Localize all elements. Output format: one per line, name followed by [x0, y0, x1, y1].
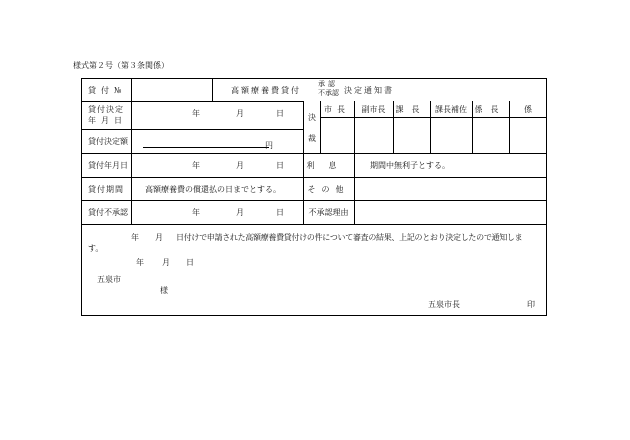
- loan-number-label: 貸付№: [88, 86, 127, 95]
- interest-value: 期間中無利子とする。: [370, 161, 450, 170]
- amount-unit: 円: [265, 141, 273, 150]
- notice-date-day: 日: [186, 258, 194, 267]
- notice-title-right: 決定通知書: [344, 86, 394, 95]
- notice-date-year: 年: [136, 258, 144, 267]
- form-number-label: 様式第２号（第３条関係）: [73, 61, 169, 70]
- decision-date-month: 月: [236, 109, 244, 118]
- row-divider: [81, 224, 547, 225]
- recipient-city: 五泉市: [97, 275, 121, 284]
- recipient-honorific: 様: [160, 286, 168, 295]
- rejection-reason-label: 不承認理由: [308, 208, 349, 217]
- approval-col-subsection-chief: 係長: [474, 105, 507, 114]
- rejection-date-month: 月: [236, 208, 244, 217]
- approval-col-assistant-chief: 課長補佐: [435, 105, 467, 114]
- rejection-date-label: 貸付不承認: [88, 208, 128, 217]
- row-divider: [81, 101, 303, 102]
- notice-year: 年: [131, 233, 139, 242]
- notice-title-rejection: 不承認: [318, 89, 339, 97]
- notice-title-approval: 承認: [318, 80, 338, 88]
- row-divider: [81, 153, 547, 154]
- notice-title-left: 高額療養費貸付: [231, 86, 301, 95]
- notice-date-month: 月: [162, 258, 170, 267]
- notice-body-line2: す。: [88, 244, 104, 253]
- approval-col-section-chief: 課長: [395, 105, 428, 114]
- amount-underline: [143, 147, 269, 148]
- decision-date-day: 日: [276, 109, 284, 118]
- row-divider: [81, 129, 303, 130]
- approval-label-bottom: 裁: [308, 134, 316, 143]
- row-divider: [81, 200, 547, 201]
- loan-period-label: 貸付期間: [88, 185, 124, 194]
- approval-col-mayor: 市長: [324, 105, 350, 114]
- loan-period-value: 高額療養費の償還払の日までとする。: [145, 185, 281, 194]
- loan-date-year: 年: [192, 161, 200, 170]
- interest-label: 利息: [306, 161, 351, 170]
- approval-label-top: 決: [308, 113, 316, 122]
- notice-month: 月: [155, 233, 163, 242]
- col-divider: [212, 78, 213, 102]
- seal-mark: 印: [527, 300, 535, 309]
- issuer-name: 五泉市長: [428, 300, 460, 309]
- loan-date-label: 貸付年月日: [88, 161, 128, 170]
- loan-date-month: 月: [236, 161, 244, 170]
- rejection-date-year: 年: [192, 208, 200, 217]
- decision-date-label: 貸付決定: [88, 105, 124, 114]
- loan-date-day: 日: [276, 161, 284, 170]
- other-label: その他: [307, 185, 350, 194]
- col-divider: [354, 101, 355, 224]
- rejection-date-day: 日: [276, 208, 284, 217]
- row-divider: [81, 177, 547, 178]
- approval-col-staff: 係: [524, 105, 532, 114]
- approval-col-vice-mayor: 副市長: [361, 105, 386, 114]
- notice-body-line1: 日付けで申請された高額療養費貸付けの件について審査の結果、上記のとおり決定したので通知しま: [176, 233, 523, 242]
- decision-date-year: 年: [192, 109, 200, 118]
- decision-amount-label: 貸付決定額: [88, 137, 128, 146]
- decision-date-label-2: 年月日: [88, 116, 127, 125]
- col-divider: [131, 78, 132, 224]
